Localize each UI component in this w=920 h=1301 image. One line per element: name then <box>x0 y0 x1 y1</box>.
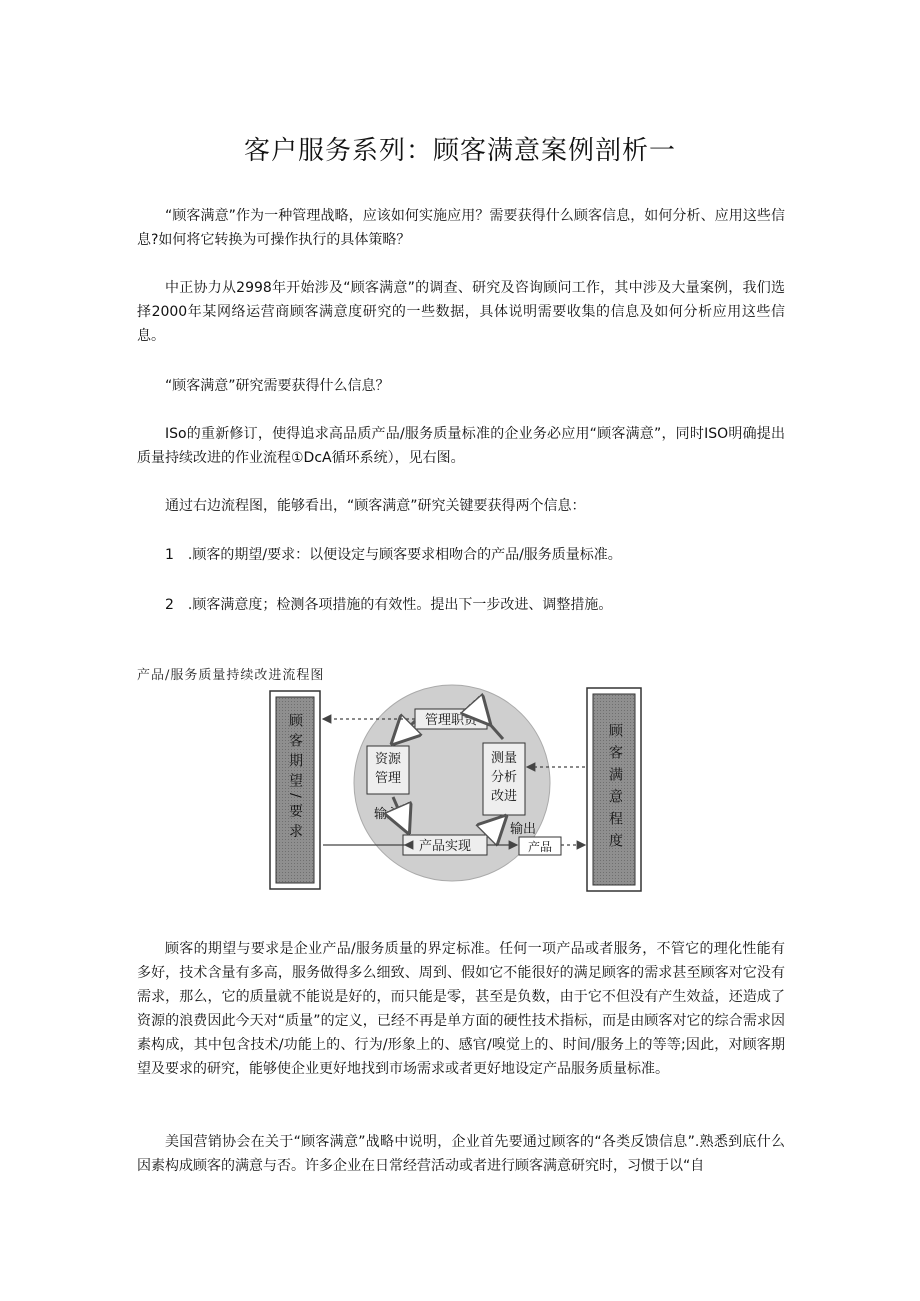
realization-node-label: 产品实现 <box>418 839 472 854</box>
management-node-label: 管理职责 <box>424 713 478 728</box>
paragraph-ama: 美国营销协会在关于“顾客满意”战略中说明，企业首先要通过顾客的“各类反馈信息”.熟悉到底什么因素构成顾客的满意与否。许多企业在日常经营活动或者进行顾客满意研究时，习惯于以“自 <box>137 1134 785 1174</box>
paragraph-company: 中正协力从2998年开始涉及“顾客满意”的调查、研究及咨询顾问工作，其中涉及大量案例，我们选择2000年某网络运营商顾客满意度研究的一些数据，具体说明需要收集的信息及如何分析应用这些信息。 <box>137 280 785 344</box>
resource-node-label: 资源 <box>374 752 402 767</box>
satisfaction-label: 顾客满意程度 <box>607 723 623 855</box>
product-label: 产品 <box>527 840 553 854</box>
input-label: 输入 <box>374 807 401 822</box>
output-label: 输出 <box>510 822 537 837</box>
flow-diagram-svg <box>267 683 652 898</box>
customer-expectation-label: 顾客期望/要求 <box>287 713 303 844</box>
paragraph-flow-intro: 通过右边流程图，能够看出，“顾客满意”研究关键要获得两个信息： <box>165 498 586 514</box>
page-title: 客户服务系列：顾客满意案例剖析一 <box>243 136 676 166</box>
paragraph-iso: ISo的重新修订，使得追求高品质产品/服务质量标准的企业务必应用“顾客满意”，同时ISO明确提出质量持续改进的作业流程①DcA循环系统），见右图。 <box>137 426 785 466</box>
paragraph-expectation: 顾客的期望与要求是企业产品/服务质量的界定标准。任何一项产品或者服务，不管它的理化性能有多好，技术含量有多高，服务做得多么细致、周到、假如它不能很好的满足顾客的需求甚至顾客对它没有需求，那么，它的质量就不能说是好的，而只能是零，甚至是负数，由于它不但没有产生效益，还造成了资源的浪费因此今天对“质量”的定义，已经不再是单方面的硬性技术指标，而是由顾客对它的综合需求因素构成，其中包含技术/功能上的、行为/形象上的、感官/嗅觉上的、时间/服务上的等等;因此，对顾客期望及要求的研究，能够使企业更好地找到市场需求或者更好地设定产品服务质量标准。 <box>137 941 785 1077</box>
svg-text:改进: 改进 <box>490 789 518 804</box>
list-item-1: 1 .顾客的期望/要求：以便设定与顾客要求相吻合的产品/服务质量标准。 <box>165 547 622 563</box>
flow-diagram <box>267 683 652 898</box>
figure-caption: 产品/服务质量持续改进流程图 <box>137 668 325 683</box>
svg-text:管理: 管理 <box>374 771 402 786</box>
paragraph-question: “顾客满意”研究需要获得什么信息？ <box>165 378 390 394</box>
list-item-2: 2 .顾客满意度；检测各项措施的有效性。提出下一步改进、调整措施。 <box>165 597 613 613</box>
svg-text:测量: 测量 <box>490 751 518 766</box>
paragraph-intro: “顾客满意”作为一种管理战略，应该如何实施应用？需要获得什么顾客信息，如何分析、应用这些信息?如何将它转换为可操作执行的具体策略？ <box>137 208 785 248</box>
svg-text:分析: 分析 <box>490 770 518 785</box>
